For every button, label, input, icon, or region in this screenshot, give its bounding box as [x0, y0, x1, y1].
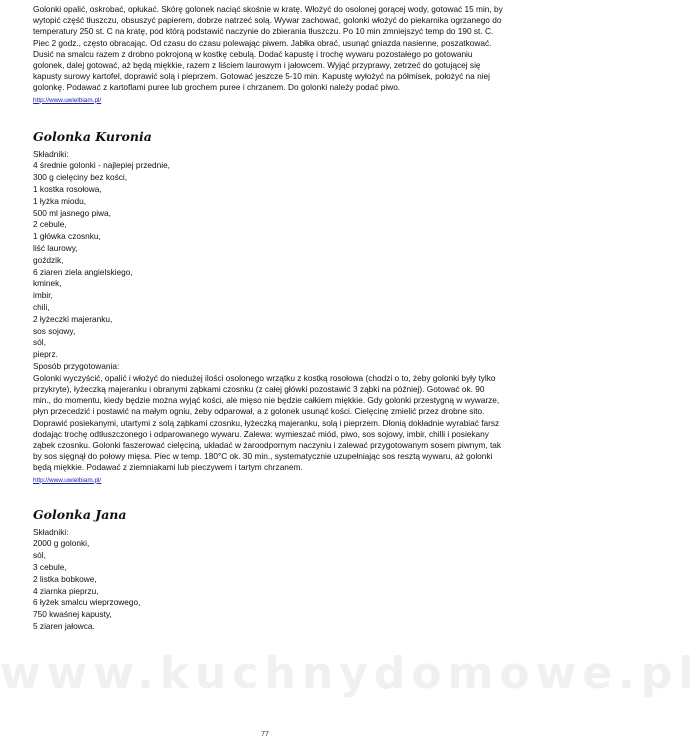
intro-paragraph: Golonki opalić, oskrobać, opłukać. Skórę golonek naciąć skośnie w kratę. Włożyć do osolonej gorącej wody, gotować 15 min, by wytopić część tłuszczu, obsuszyć papierem, dobrze natrzeć solą. Wywar zachować, golonki włożyć do piekarnika ogrzanego do temperatury 250 st. C na kratę, pod którą podstawić naczynie do zbierania tłuszczu. Po 10 min zmniejszyć temp do 190 st. C. Piec 2 godz., często obracając. Od czasu do czasu polewając piwem. Jabłka obrać, usunąć gniazda nasienne, poszatkować. Dusić na smalcu razem z drobno pokrojoną w kostkę cebulą. Dodać kapustę i trochę wywaru pozostałego po gotowaniu golonek, dalej gotować, aż będą miękkie, razem z liściem laurowym i jałowcem. Wyjąć przyprawy, zetrzeć do gotującej się kapusty surowy kartofel, doprawić solą i pieprzem. Gotować jeszcze 5-10 min. Kapustę wyłożyć na półmisek, położyć na niej golonkę. Podawać z kartoflami puree lub grochem puree i chrzanem. Do golonki należy podać piwo. [33, 4, 503, 93]
ingredient-item: sos sojowy, [33, 325, 76, 336]
ingredient-item: 5 ziaren jałowca. [33, 620, 95, 631]
ingredient-item: 4 ziarnka pieprzu, [33, 585, 99, 596]
ingredient-item: pieprz. [33, 349, 58, 360]
ingredient-item: kminek, [33, 278, 62, 289]
ingredients-list-kuronia [33, 160, 503, 361]
ingredient-item: 500 ml jasnego piwa, [33, 207, 111, 218]
page-number: 77 [261, 731, 269, 738]
kuronia-source-link[interactable]: http://www.uwielbiam.pl/ [33, 476, 102, 484]
ingredient-item: goździk, [33, 254, 64, 265]
intro-source-link[interactable]: http://www.uwielbiam.pl/ [33, 96, 102, 104]
ingredient-item: liść laurowy, [33, 243, 78, 253]
method-label: Sposób przygotowania: [33, 360, 120, 371]
ingredient-item: 6 ziaren ziela angielskiego, [33, 266, 133, 277]
watermark: www.kuchnydomowe.pl [0, 648, 699, 699]
method-paragraph-kuronia: Golonki wyczyścić, opalić i włożyć do niedużej ilości osolonego wrzątku z kostką rosołowa (chodzi o to, żeby golonki były tylko przykryte), łyżeczką majeranku i obranymi ząbkami czosnku (z całej główki pozostawić 3 ząbki na później). Gotować ok. 90 min., do momentu, kiedy będzie można wyjąć kości, ale mięso nie będzie całkiem miękkie. Gdy golonki przestygną w wywarze, płyn przecedzić i postawić na małym ogniu, żeby odparował, a z golonek usunąć kości. Cielęcinę zmielić przez drobne sito. Doprawić posiekanymi, utartymi z solą ząbkami czosnku, łyżeczką majeranku, solą i pieprzem. Dłonią dokładnie wyrabiać farsz dodając trochę odtłuszczonego i odparowanego wywaru. Zalewa: wymieszać miód, piwo, sos sojowy, imbir, chilli i posiekany ząbek czosnku. Golonki faszerować cielęciną, układać w żaroodpornym naczyniu i zalewać przygotowanym sosem piwnym, tak by sos sięgnął do połowy mięsa. Piec w temp. 180°C ok. 30 min., systematycznie uzupełniając sos resztą wywaru, aż golonki będą miękkie. Podawać z ziemniakami lub pieczywem i tartym chrzanem. [33, 372, 502, 473]
ingredient-item: 6 łyżek smalcu wieprzowego, [33, 597, 141, 608]
document-page [33, 4, 503, 633]
ingredient-item: 1 kostka rosołowa, [33, 184, 102, 195]
ingredient-item: sól, [33, 337, 46, 348]
ingredient-item: 3 cebule, [33, 561, 67, 572]
ingredients-list-jana [33, 538, 503, 632]
ingredient-item: 300 g cielęciny bez kości, [33, 172, 128, 183]
ingredient-item: 750 kwaśnej kapusty, [33, 609, 112, 620]
ingredient-item: 2 cebule, [33, 219, 67, 230]
ingredient-item: 2 łyżeczki majeranku, [33, 313, 113, 324]
ingredient-item: 1 główka czosnku, [33, 231, 101, 242]
ingredient-item: imbir, [33, 290, 53, 301]
ingredient-item: sól, [33, 550, 46, 561]
ingredient-item: 2 listka bobkowe, [33, 573, 97, 584]
ingredient-item: 1 łyżka miodu, [33, 195, 87, 206]
recipe-title-jana: Golonka Jana [33, 506, 127, 522]
ingredient-item: chili, [33, 301, 50, 312]
ingredients-label: Składniki: [33, 148, 69, 159]
ingredient-item: 4 średnie golonki - najlepiej przednie, [33, 160, 170, 171]
ingredient-item: 2000 g golonki, [33, 538, 90, 549]
ingredients-label: Składniki: [33, 526, 69, 537]
recipe-title-kuronia: Golonka Kuronia [33, 128, 152, 144]
